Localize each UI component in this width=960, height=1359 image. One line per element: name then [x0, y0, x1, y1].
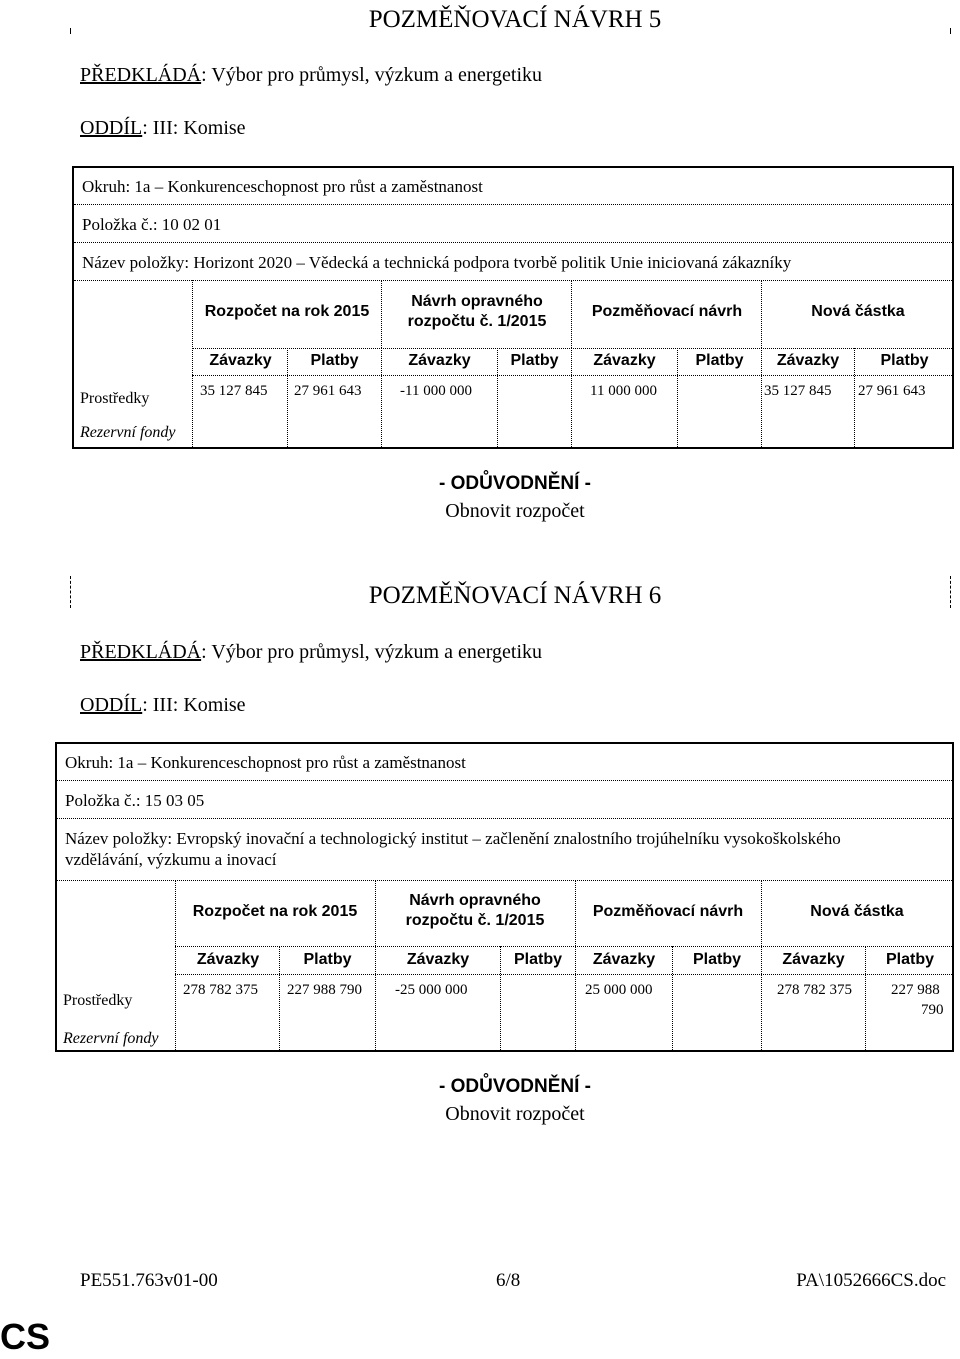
- submitter-label: PŘEDKLÁDÁ: [80, 64, 202, 86]
- subheader: Závazky: [592, 951, 656, 968]
- value-cell: 278 782 375: [183, 982, 258, 998]
- heading-okruh: Okruh: 1a – Konkurenceschopnost pro růst a zaměstnanost: [65, 753, 466, 772]
- row-label-appropriations: Prostředky: [80, 390, 150, 407]
- amendment-title: POZMĚŇOVACÍ NÁVRH 6: [368, 582, 662, 609]
- value-cell: -25 000 000: [395, 982, 468, 998]
- justification-text: Obnovit rozpočet: [445, 1103, 585, 1125]
- value-cell: 11 000 000: [590, 383, 657, 399]
- item-number: Položka č.: 15 03 05: [65, 791, 205, 810]
- subheader: Závazky: [593, 352, 656, 369]
- footer-page-number: 6/8: [496, 1270, 521, 1291]
- value-cell: 227 988 790: [287, 982, 362, 998]
- value-cell: 35 127 845: [200, 383, 268, 399]
- justification-text: Obnovit rozpočet: [445, 500, 585, 522]
- section-label: ODDÍL: [80, 694, 143, 716]
- subheader: Platby: [695, 352, 744, 369]
- justification-heading: - ODŮVODNĚNÍ -: [439, 1076, 591, 1097]
- value-cell: 25 000 000: [585, 982, 653, 998]
- subheader: Závazky: [408, 352, 471, 369]
- header-draft-amending: Návrh opravného rozpočtu č. 1/2015: [407, 293, 547, 330]
- budget-table: [72, 166, 954, 449]
- subheader: Závazky: [782, 951, 845, 968]
- budget-table: [55, 742, 954, 1052]
- item-name: Název položky: Evropský inovační a technologický institut – začlenění znalostního trojúhelníku vysokoškolského: [65, 829, 841, 848]
- subheader: Platby: [513, 951, 562, 968]
- footer-file-name: PA\1052666CS.doc: [796, 1270, 946, 1291]
- submitter-line: [80, 641, 542, 664]
- header-amendment: Pozměňovací návrh: [591, 303, 743, 320]
- item-number: Položka č.: 10 02 01: [82, 215, 222, 234]
- row-label-reserves: Rezervní fondy: [63, 1030, 159, 1047]
- value-cell-wrap: 790: [921, 1002, 944, 1018]
- corner-mark: [950, 28, 951, 34]
- section-line: [80, 117, 246, 140]
- section-label: ODDÍL: [80, 117, 143, 139]
- justification-heading: - ODŮVODNĚNÍ -: [439, 473, 591, 494]
- amendment-title: POZMĚŇOVACÍ NÁVRH 5: [368, 6, 662, 33]
- subheader: Platby: [510, 352, 559, 369]
- value-cell: 27 961 643: [294, 383, 362, 399]
- footer-doc-ref: PE551.763v01-00: [80, 1270, 218, 1291]
- footer-language-code: CS: [0, 1316, 51, 1357]
- row-label-reserves: Rezervní fondy: [80, 424, 176, 441]
- subheader: Závazky: [196, 951, 260, 968]
- value-cell: 27 961 643: [858, 383, 926, 399]
- header-budget: Rozpočet na rok 2015: [204, 303, 370, 320]
- subheader: Závazky: [406, 951, 470, 968]
- value-cell: -11 000 000: [400, 383, 472, 399]
- section-line: [80, 694, 246, 717]
- item-name: Název položky: Horizont 2020 – Vědecká a technická podpora tvorbě politik Unie iniciovaná zákazníky: [82, 253, 792, 272]
- value-cell: 278 782 375: [777, 982, 852, 998]
- subheader: Závazky: [776, 352, 840, 369]
- heading-okruh: Okruh: 1a – Konkurenceschopnost pro růst a zaměstnanost: [82, 177, 483, 196]
- header-budget: Rozpočet na rok 2015: [192, 903, 358, 920]
- section-value: : III: Komise: [142, 694, 246, 716]
- item-name-cont: vzdělávání, výzkumu a inovací: [65, 850, 277, 869]
- value-cell: 227 988: [891, 982, 940, 998]
- subheader: Platby: [303, 951, 352, 968]
- header-new-amount: Nová částka: [810, 903, 904, 920]
- submitter-value: : Výbor pro průmysl, výzkum a energetiku: [201, 64, 542, 86]
- corner-mark: [70, 28, 71, 34]
- submitter-line: [80, 64, 542, 87]
- subheader: Platby: [692, 951, 741, 968]
- header-draft-amending: Návrh opravného rozpočtu č. 1/2015: [405, 892, 545, 929]
- row-label-appropriations: Prostředky: [63, 992, 133, 1009]
- value-cell: 35 127 845: [764, 383, 832, 399]
- subheader: Platby: [880, 352, 929, 369]
- subheader: Závazky: [209, 352, 272, 369]
- section-value: : III: Komise: [142, 117, 246, 139]
- subheader: Platby: [310, 352, 359, 369]
- header-new-amount: Nová částka: [811, 303, 905, 320]
- subheader: Platby: [885, 951, 934, 968]
- submitter-value: : Výbor pro průmysl, výzkum a energetiku: [201, 641, 542, 663]
- header-amendment: Pozměňovací návrh: [592, 903, 744, 920]
- submitter-label: PŘEDKLÁDÁ: [80, 641, 202, 663]
